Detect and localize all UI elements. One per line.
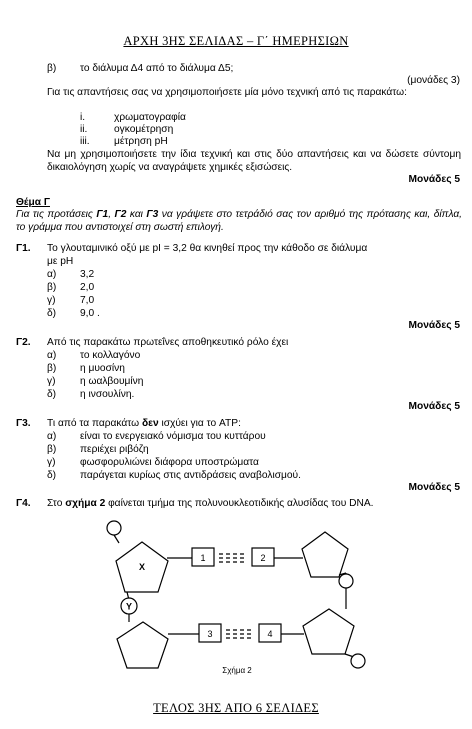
question-marks: Μονάδες 5 — [408, 482, 460, 493]
option-label: δ) — [47, 470, 57, 481]
option-label: γ) — [47, 457, 56, 468]
dna-chain-diagram — [0, 515, 472, 685]
option-label: β) — [47, 444, 57, 455]
question-text — [47, 418, 241, 429]
technique-num: i. — [80, 112, 86, 123]
figure-caption: Σχήμα 2 — [222, 666, 252, 675]
option-text: η μυοσίνη — [80, 363, 125, 374]
option-text: περιέχει ριβόζη — [80, 444, 149, 455]
label-y: Y — [125, 601, 133, 612]
theme-sep2: και — [126, 209, 147, 220]
option-text: 2,0 — [80, 282, 95, 293]
question-text: Από τις παρακάτω πρωτεΐνες αποθηκευτικό ρόλο έχει — [47, 337, 289, 348]
option-text: παράγεται κυρίως στις αντιδράσεις αναβολισμού. — [80, 470, 301, 481]
option-label: γ) — [47, 295, 56, 306]
sugar-pentagon — [303, 609, 354, 654]
technique-text: ογκομέτρηση — [114, 124, 174, 135]
theme-g2: Γ2 — [114, 209, 127, 220]
phosphate-circle — [339, 574, 353, 588]
question-text: με pH — [47, 256, 74, 267]
question-text-emphasis: δεν — [141, 418, 159, 429]
theme-title: Θέμα Γ — [16, 197, 50, 208]
question-text — [47, 498, 373, 509]
theme-intro — [16, 209, 462, 234]
phosphate-circle — [107, 521, 121, 535]
question-marks: Μονάδες 5 — [408, 401, 460, 412]
instructions-marks: Μονάδες 5 — [408, 174, 460, 185]
technique-num: iii. — [80, 136, 90, 147]
option-text: η ινσουλίνη. — [80, 389, 135, 400]
question-number: Γ2. — [16, 337, 31, 348]
question-number: Γ4. — [16, 498, 31, 509]
beta-item-text: το διάλυμα Δ4 από το διάλυμα Δ5; — [80, 63, 234, 74]
option-text: είναι το ενεργειακό νόμισμα του κυττάρου — [80, 431, 266, 442]
option-label: δ) — [47, 389, 57, 400]
question-text-a: Τι από τα παρακάτω — [47, 418, 142, 429]
question-text-c: ισχύει για το ATP: — [158, 418, 241, 429]
question-number: Γ1. — [16, 243, 31, 254]
box-label-3: 3 — [207, 629, 213, 639]
sugar-pentagon — [117, 622, 168, 668]
page-header: ΑΡΧΗ 3ΗΣ ΣΕΛΙΔΑΣ – Γ΄ ΗΜΕΡΗΣΙΩΝ — [123, 34, 349, 48]
instructions-text: Για τις απαντήσεις σας να χρησιμοποιήσετε μία μόνο τεχνική από τις παρακάτω: — [47, 87, 407, 98]
option-text: το κολλαγόνο — [80, 350, 141, 361]
option-label: α) — [47, 431, 57, 442]
theme-g1: Γ1 — [96, 209, 109, 220]
box-label-2: 2 — [260, 553, 266, 563]
box-label-4: 4 — [267, 629, 273, 639]
option-text: η ωαλβουμίνη — [80, 376, 144, 387]
beta-item-label: β) — [47, 63, 57, 74]
box-label-1: 1 — [200, 553, 206, 563]
option-text: 7,0 — [80, 295, 95, 306]
option-text: φωσφορυλιώνει διάφορα υποστρώματα — [80, 457, 259, 468]
option-label: α) — [47, 269, 57, 280]
instructions-note: Να μη χρησιμοποιήσετε την ίδια τεχνική και στις δύο απαντήσεις και να δώσετε σύντομη δικαιολόγηση χωρίς να αναγράψετε χημικές εξισώσεις. — [47, 149, 461, 173]
option-label: γ) — [47, 376, 56, 387]
theme-intro-b: να γράψετε στο τετράδιό σας τον αριθμό της πρότασης και, δίπλα, το γράμμα που αντιστοιχεί στη σωστή επιλογή. — [16, 209, 462, 233]
theme-g3: Γ3 — [146, 209, 159, 220]
option-label: β) — [47, 282, 57, 293]
technique-num: ii. — [80, 124, 88, 135]
option-label: δ) — [47, 308, 57, 319]
label-x: X — [138, 562, 146, 572]
question-text-c: φαίνεται τμήμα της πολυνουκλεοτιδικής αλυσίδας του DNA. — [105, 498, 374, 509]
question-marks: Μονάδες 5 — [408, 320, 460, 331]
question-text: Το γλουταμινικό οξύ με pI = 3,2 θα κινηθεί προς την κάθοδο σε διάλυμα — [47, 243, 368, 254]
beta-item-marks: (μονάδες 3) — [407, 75, 460, 86]
theme-sep1: , — [108, 209, 115, 220]
technique-text: μέτρηση pH — [114, 136, 168, 147]
question-text-emphasis: σχήμα 2 — [65, 498, 106, 509]
option-label: β) — [47, 363, 57, 374]
theme-intro-a: Για τις προτάσεις — [16, 209, 97, 220]
option-label: α) — [47, 350, 57, 361]
technique-text: χρωματογραφία — [114, 112, 186, 123]
question-number: Γ3. — [16, 418, 31, 429]
page-footer: ΤΕΛΟΣ 3ΗΣ ΑΠΟ 6 ΣΕΛΙΔΕΣ — [153, 701, 319, 715]
option-text: 3,2 — [80, 269, 95, 280]
question-text-a: Στο — [47, 498, 66, 509]
phosphate-circle — [351, 654, 365, 668]
sugar-pentagon — [302, 532, 348, 577]
option-text: 9,0 . — [80, 308, 100, 319]
